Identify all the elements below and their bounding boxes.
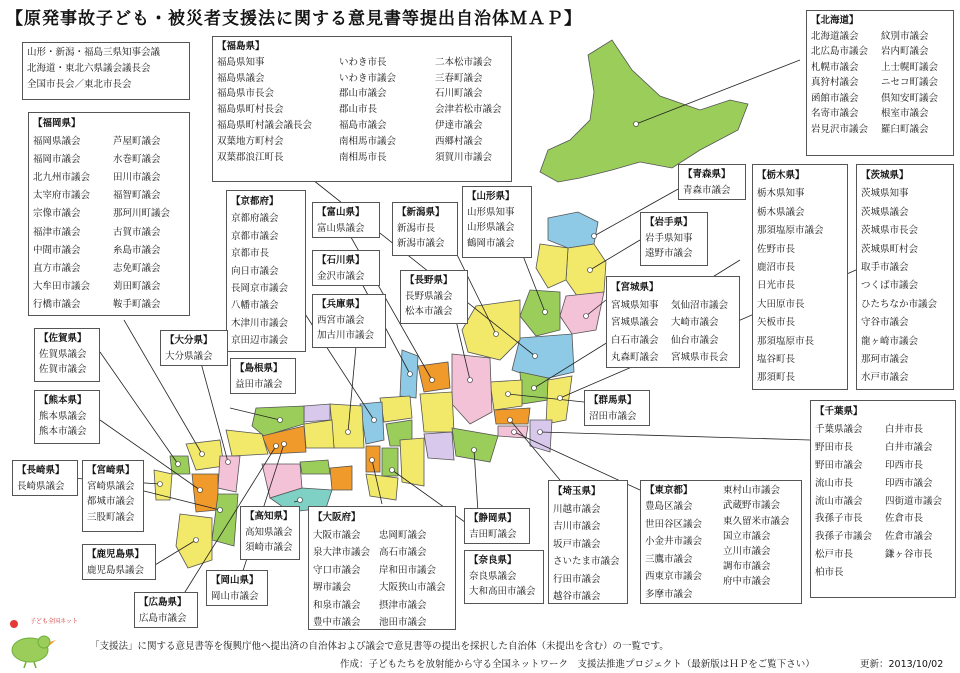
national-item: 山形・新潟・福島三県知事会議 bbox=[27, 47, 161, 58]
ibaraki-item: 守谷市議会 bbox=[861, 317, 909, 329]
chiba-item: 白井市議会 bbox=[885, 441, 933, 453]
tokyo-box bbox=[640, 480, 802, 604]
footer-note: 「支援法」に関する意見書等を復興庁他へ提出済の自治体および議会で意見書等の提出を採択した自治体（未提出を含む）の一覧です。 bbox=[90, 641, 669, 652]
ibaraki-box bbox=[856, 164, 954, 390]
tochigi-item: 大田原市長 bbox=[757, 298, 805, 310]
hokkaido-item: 真狩村議会 bbox=[811, 77, 859, 88]
toyama-box bbox=[312, 202, 380, 238]
kyoto-item: 京都府議会 bbox=[231, 213, 279, 225]
fukuoka-item: 田川市議会 bbox=[113, 172, 161, 184]
hokkaido-item: 岩内町議会 bbox=[881, 46, 929, 57]
chiba-item: 我孫子市議会 bbox=[815, 531, 873, 543]
chiba-item: 流山市議会 bbox=[815, 495, 863, 507]
hokkaido-item: 根室市議会 bbox=[881, 108, 929, 119]
yamagata-box bbox=[462, 186, 532, 258]
kyoto-item: 京都市議会 bbox=[231, 230, 279, 242]
okayama-region bbox=[304, 420, 334, 448]
gunma-header: 【群馬県】 bbox=[589, 395, 637, 406]
fukuoka-item: 中間市議会 bbox=[33, 244, 81, 256]
kagawa-region bbox=[300, 460, 330, 474]
kochi-header: 【高知県】 bbox=[245, 511, 293, 522]
osaka-box bbox=[308, 506, 456, 630]
yamagata-item: 山形県議会 bbox=[467, 222, 515, 233]
aomori-region bbox=[548, 212, 598, 248]
osaka-item: 豊中市議会 bbox=[313, 617, 361, 628]
ishikawa-box bbox=[312, 250, 380, 286]
hokkaido-item: 札幌市議会 bbox=[811, 61, 859, 73]
hokkaido-item: ニセコ町議会 bbox=[881, 77, 939, 88]
fukushima-item: 南相馬市長 bbox=[339, 151, 387, 163]
miyagi-item: 仙台市議会 bbox=[671, 334, 719, 346]
oita-header: 【大分県】 bbox=[165, 335, 213, 346]
fukushima-item: 二本松市議会 bbox=[435, 56, 493, 68]
kagoshima-header: 【鹿児島県】 bbox=[87, 549, 145, 560]
fukushima-item: 南相馬市議会 bbox=[339, 135, 397, 147]
kagoshima-box bbox=[82, 544, 156, 580]
footer-updated: 更新：2013/10/02 bbox=[860, 659, 944, 670]
nagasaki-item: 長崎県議会 bbox=[17, 480, 65, 492]
iwate-box bbox=[640, 212, 708, 266]
hokkaido-item: 北海道議会 bbox=[811, 30, 859, 42]
tochigi-item: 那須町長 bbox=[757, 372, 796, 384]
shimane-header: 【島根県】 bbox=[235, 363, 283, 374]
fukushima-item: 石川町議会 bbox=[435, 88, 483, 100]
chiba-item: 佐倉市長 bbox=[885, 513, 924, 525]
saitama-item: さいたま市議会 bbox=[553, 556, 620, 567]
chiba-item: 我孫子市長 bbox=[815, 513, 863, 525]
tochigi-header: 【栃木県】 bbox=[757, 170, 805, 181]
tochigi-item: 栃木県議会 bbox=[757, 206, 805, 218]
nagano-box bbox=[400, 270, 468, 324]
kagoshima-item: 鹿児島県議会 bbox=[87, 564, 145, 576]
fukuoka-item: 宗像市議会 bbox=[33, 208, 81, 220]
fukuoka-item: 志免町議会 bbox=[113, 262, 161, 274]
hyogo-box bbox=[312, 294, 386, 348]
fukuoka-item: 古賀市議会 bbox=[113, 226, 161, 238]
hokkaido-box bbox=[806, 10, 954, 156]
miyagi-item: 白石市議会 bbox=[611, 334, 659, 346]
niigata-item: 新潟市長 bbox=[397, 222, 436, 234]
nagano-header: 【長野県】 bbox=[405, 275, 453, 286]
yamagata-item: 鶴岡市議会 bbox=[467, 237, 515, 249]
chiba-item: 柏市長 bbox=[815, 567, 844, 579]
fukushima-item: 双葉郡浪江町長 bbox=[217, 151, 284, 163]
kyoto-item: 木津川市議会 bbox=[231, 317, 289, 329]
okayama-header: 【岡山県】 bbox=[211, 575, 259, 586]
nara-item: 大和高田市議会 bbox=[469, 586, 536, 597]
fukushima-item: 会津若松市議会 bbox=[435, 104, 502, 116]
chiba-item: 野田市議会 bbox=[815, 459, 863, 471]
hokkaido-item: 倶知安町議会 bbox=[881, 92, 939, 104]
hiroshima-item: 広島市議会 bbox=[139, 612, 187, 624]
chiba-item: 鎌ヶ谷市長 bbox=[885, 549, 933, 561]
fukuoka-item: 福岡市議会 bbox=[33, 154, 81, 166]
nara-item: 奈良県議会 bbox=[469, 570, 517, 582]
national-item: 全国市長会／東北市長会 bbox=[27, 79, 132, 90]
osaka-item: 岸和田市議会 bbox=[379, 564, 437, 576]
nagano-region bbox=[452, 354, 492, 424]
saitama-item: 越谷市議会 bbox=[553, 591, 601, 602]
tokyo-item: 調布市議会 bbox=[723, 561, 771, 573]
ibaraki-item: 茨城県市長会 bbox=[861, 225, 919, 237]
national-box bbox=[22, 42, 190, 100]
ishikawa-item: 金沢市議会 bbox=[317, 270, 365, 282]
saitama-header: 【埼玉県】 bbox=[553, 486, 601, 497]
toyama-item: 富山県議会 bbox=[317, 222, 365, 234]
miyazaki-item: 三股町議会 bbox=[87, 511, 135, 523]
shizuoka-header: 【静岡県】 bbox=[469, 513, 517, 524]
yamaguchi-region bbox=[226, 430, 268, 456]
chiba-item: 印西市議会 bbox=[885, 477, 933, 489]
saitama-item: 川越市議会 bbox=[553, 503, 601, 515]
ibaraki-header: 【茨城県】 bbox=[861, 170, 909, 181]
kyoto-box bbox=[226, 190, 306, 352]
fukuoka-item: 福津市議会 bbox=[33, 226, 81, 238]
hokkaido-item: 函館市議会 bbox=[811, 92, 859, 104]
tochigi-item: 塩谷町長 bbox=[757, 354, 796, 366]
chiba-item: 千葉県議会 bbox=[815, 423, 863, 435]
osaka-item: 堺市議会 bbox=[313, 582, 352, 593]
aichi-region bbox=[424, 432, 454, 460]
fukushima-item: 福島県町村長会 bbox=[217, 104, 284, 116]
toyama-header: 【富山県】 bbox=[317, 207, 365, 218]
miyagi-item: 宮城県市長会 bbox=[671, 352, 729, 364]
niigata-header: 【新潟県】 bbox=[397, 207, 445, 218]
fukuoka-item: 芦屋町議会 bbox=[113, 136, 161, 148]
ibaraki-item: 茨城県議会 bbox=[861, 206, 909, 218]
miyagi-header: 【宮城県】 bbox=[611, 282, 659, 293]
fukuoka-box bbox=[28, 112, 190, 316]
kochi-item: 高知県議会 bbox=[245, 526, 293, 538]
fukuoka-item: 大牟田市議会 bbox=[33, 280, 91, 292]
nagano-item: 長野県議会 bbox=[405, 290, 453, 302]
okayama-item: 岡山市議会 bbox=[211, 590, 259, 602]
osaka-item: 大阪狭山市議会 bbox=[379, 582, 446, 593]
tokyo-item: 立川市議会 bbox=[723, 546, 771, 558]
kochi-item: 須崎市議会 bbox=[245, 542, 293, 553]
akita-region bbox=[536, 244, 568, 288]
aomori-box bbox=[678, 164, 746, 200]
tochigi-item: 那須塩原市長 bbox=[757, 335, 815, 347]
ibaraki-item: 茨城県知事 bbox=[861, 188, 909, 200]
footer-credit: 作成：子どもたちを放射能から守る全国ネットワーク 支援法推進プロジェクト（最新版はＨＰをご覧下さい） bbox=[340, 659, 815, 670]
fukuoka-item: 苅田町議会 bbox=[113, 280, 161, 292]
fukuoka-item: 太宰府市議会 bbox=[33, 190, 91, 202]
iwate-item: 遠野市議会 bbox=[645, 248, 693, 259]
ishikawa-header: 【石川県】 bbox=[317, 255, 365, 266]
page-title: 【原発事故子ども・被災者支援法に関する意見書等提出自治体ＭＡＰ】 bbox=[6, 9, 582, 29]
chiba-item: 白井市長 bbox=[885, 423, 924, 435]
tokushima-region bbox=[330, 466, 352, 490]
kochi-box bbox=[240, 506, 300, 560]
hokkaido-header: 【北海道】 bbox=[811, 15, 859, 26]
nara-header: 【奈良県】 bbox=[469, 555, 517, 566]
tokyo-item: 国立市議会 bbox=[723, 530, 771, 542]
aomori-item: 青森市議会 bbox=[683, 184, 731, 196]
ibaraki-item: 水戸市議会 bbox=[861, 372, 909, 384]
shizuoka-box bbox=[464, 508, 530, 544]
fukuoka-item: 鞍手町議会 bbox=[113, 298, 161, 310]
kumamoto-item: 熊本県議会 bbox=[39, 410, 87, 422]
fukushima-item: 郡山市長 bbox=[339, 104, 378, 116]
hyogo-region bbox=[330, 404, 364, 448]
osaka-item: 泉大津市議会 bbox=[313, 547, 371, 558]
fukuoka-item: 福岡県議会 bbox=[33, 136, 81, 148]
fukushima-box bbox=[212, 36, 512, 182]
kyoto-item: 京田辺市議会 bbox=[231, 335, 289, 347]
fukushima-item: 須賀川市議会 bbox=[435, 151, 493, 163]
tochigi-item: 日光市長 bbox=[757, 280, 796, 292]
osaka-item: 忠岡町議会 bbox=[379, 529, 427, 541]
chiba-item: 印西市長 bbox=[885, 459, 924, 471]
gunma-item: 沼田市議会 bbox=[589, 410, 637, 422]
tochigi-item: 栃木県知事 bbox=[757, 188, 805, 200]
osaka-item: 高石市議会 bbox=[379, 547, 427, 558]
nara-box bbox=[464, 550, 544, 604]
miyagi-item: 宮城県知事 bbox=[611, 299, 659, 311]
saga-item: 佐賀市議会 bbox=[39, 364, 87, 375]
kyoto-header: 【京都府】 bbox=[231, 196, 279, 207]
tokyo-item: 府中市議会 bbox=[723, 576, 771, 588]
hyogo-item: 加古川市議会 bbox=[317, 330, 375, 341]
fukushima-item: 伊達市議会 bbox=[435, 119, 483, 131]
fukuoka-item: 行橋市議会 bbox=[33, 298, 81, 310]
kyoto-item: 八幡市議会 bbox=[231, 300, 279, 312]
fukushima-item: いわき市長 bbox=[339, 56, 387, 68]
fukushima-item: 三春町議会 bbox=[435, 72, 483, 84]
aomori-header: 【青森県】 bbox=[683, 169, 731, 180]
osaka-item: 摂津市議会 bbox=[379, 599, 427, 611]
miyazaki-header: 【宮崎県】 bbox=[87, 465, 135, 476]
tokyo-item: 東久留米市議会 bbox=[723, 515, 790, 527]
tochigi-item: 佐野市長 bbox=[757, 243, 796, 255]
fukuoka-item: 水巻町議会 bbox=[113, 154, 161, 166]
hokkaido-item: 名寄市議会 bbox=[811, 108, 859, 119]
hyogo-item: 西宮市議会 bbox=[317, 314, 365, 326]
miyagi-item: 大崎市議会 bbox=[671, 317, 719, 329]
fukuoka-item: 那珂川町議会 bbox=[113, 208, 171, 220]
fukushima-item: 福島県議会 bbox=[217, 72, 265, 84]
nagano-item: 松本市議会 bbox=[405, 306, 453, 317]
chiba-item: 流山市長 bbox=[815, 477, 854, 489]
saga-header: 【佐賀県】 bbox=[39, 333, 87, 344]
okayama-box bbox=[206, 570, 268, 606]
miyazaki-item: 宮崎県議会 bbox=[87, 480, 135, 492]
saitama-item: 吉川市議会 bbox=[553, 521, 601, 532]
nagasaki-box bbox=[12, 460, 78, 496]
osaka-item: 大阪市議会 bbox=[313, 529, 361, 541]
fukushima-item: 福島県市長会 bbox=[217, 88, 275, 100]
fukui-region bbox=[380, 396, 412, 422]
kyoto-item: 向日市議会 bbox=[231, 265, 279, 277]
hokkaido-item: 羅臼町議会 bbox=[881, 123, 929, 135]
tokyo-item: 武蔵野市議会 bbox=[723, 500, 781, 512]
fukuoka-header: 【福岡県】 bbox=[33, 118, 81, 129]
chiba-item: 四街道市議会 bbox=[885, 495, 943, 507]
gunma-box bbox=[584, 390, 650, 426]
saitama-item: 坂戸市議会 bbox=[553, 538, 601, 550]
shizuoka-region bbox=[452, 428, 498, 462]
ibaraki-item: 那珂市議会 bbox=[861, 354, 909, 366]
chiba-item: 野田市長 bbox=[815, 441, 854, 453]
hiroshima-header: 【広島県】 bbox=[139, 597, 187, 608]
chiba-header: 【千葉県】 bbox=[815, 406, 863, 417]
shizuoka-item: 吉田町議会 bbox=[469, 528, 517, 540]
fukuoka-item: 福智町議会 bbox=[113, 190, 161, 202]
hiroshima-box bbox=[134, 592, 198, 628]
miyazaki-item: 都城市議会 bbox=[87, 496, 135, 507]
fukuoka-item: 北九州市議会 bbox=[33, 172, 91, 184]
iwate-item: 岩手県知事 bbox=[645, 232, 693, 244]
miyagi-item: 気仙沼市議会 bbox=[671, 299, 729, 311]
miyazaki-box bbox=[82, 460, 144, 532]
ibaraki-item: 茨城県町村会 bbox=[861, 243, 919, 255]
ibaraki-item: つくば市議会 bbox=[861, 280, 919, 292]
fukushima-item: 福島県町村議会議長会 bbox=[217, 119, 313, 131]
kumamoto-box bbox=[34, 390, 100, 444]
hyogo-header: 【兵庫県】 bbox=[317, 299, 365, 310]
tochigi-item: 鹿沼市長 bbox=[757, 262, 796, 274]
osaka-item: 和泉市議会 bbox=[313, 599, 361, 611]
toyama-region bbox=[418, 362, 450, 392]
miyagi-item: 宮城県議会 bbox=[611, 317, 659, 329]
tokyo-header: 【東京都】 bbox=[645, 485, 693, 496]
hokkaido-item: 岩見沢市議会 bbox=[811, 123, 869, 135]
tokyo-item: 豊島区議会 bbox=[645, 501, 693, 513]
tokyo-item: 西東京市議会 bbox=[645, 571, 703, 583]
oita-item: 大分県議会 bbox=[165, 350, 213, 362]
fukuoka-item: 直方市議会 bbox=[33, 262, 81, 274]
yamagata-item: 山形県知事 bbox=[467, 206, 515, 218]
kumamoto-header: 【熊本県】 bbox=[39, 395, 87, 406]
tokyo-item: 多摩市議会 bbox=[645, 588, 693, 600]
hokkaido-item: 上士幌町議会 bbox=[881, 61, 939, 73]
saitama-box bbox=[548, 480, 628, 604]
tokyo-item: 小金井市議会 bbox=[645, 536, 703, 548]
fukushima-header: 【福島県】 bbox=[217, 41, 265, 52]
tokyo-item: 世田谷区議会 bbox=[645, 518, 703, 530]
wakayama-region bbox=[366, 474, 398, 500]
yamagata-region bbox=[520, 290, 560, 336]
chiba-region bbox=[530, 420, 552, 452]
fukushima-item: 郡山市議会 bbox=[339, 88, 387, 100]
ibaraki-item: 取手市議会 bbox=[861, 262, 909, 274]
fukuoka-item: 糸島市議会 bbox=[113, 244, 161, 256]
nagasaki-header: 【長崎県】 bbox=[17, 465, 65, 476]
kumamoto-item: 熊本市議会 bbox=[39, 426, 87, 437]
mie-region bbox=[400, 438, 424, 486]
kyoto-item: 長岡京市議会 bbox=[231, 283, 289, 295]
fukushima-item: 福島市議会 bbox=[339, 119, 387, 131]
yamagata-header: 【山形県】 bbox=[467, 191, 515, 202]
tochigi-box bbox=[752, 164, 848, 390]
iwate-header: 【岩手県】 bbox=[645, 217, 693, 228]
saga-item: 佐賀県議会 bbox=[39, 348, 87, 360]
tokyo-item: 三鷹市議会 bbox=[645, 553, 693, 565]
tokyo-item: 東村山市議会 bbox=[723, 485, 781, 497]
chiba-box bbox=[810, 400, 956, 598]
saitama-item: 行田市議会 bbox=[553, 573, 601, 585]
niigata-box bbox=[392, 202, 458, 256]
hokkaido-item: 紋別市議会 bbox=[881, 30, 929, 42]
fukushima-item: 西郷村議会 bbox=[435, 135, 483, 147]
kyoto-item: 京都市長 bbox=[231, 248, 270, 260]
hokkaido-item: 北広島市議会 bbox=[811, 46, 869, 57]
fukushima-item: 福島県知事 bbox=[217, 56, 265, 68]
gifu-region bbox=[420, 392, 454, 432]
chiba-item: 松戸市長 bbox=[815, 549, 854, 561]
iwate-region bbox=[566, 244, 606, 300]
osaka-item: 池田市議会 bbox=[379, 617, 427, 628]
fukuoka-region bbox=[186, 440, 224, 470]
shimane-box bbox=[230, 358, 296, 394]
osaka-header: 【大阪府】 bbox=[313, 512, 361, 523]
fukushima-item: いわき市議会 bbox=[339, 72, 397, 84]
miyagi-item: 丸森町議会 bbox=[611, 352, 659, 364]
tottori-region bbox=[304, 404, 330, 422]
tochigi-item: 矢板市長 bbox=[757, 317, 796, 329]
fukushima-item: 双葉地方町村会 bbox=[217, 135, 284, 147]
tochigi-item: 那須塩原市議会 bbox=[757, 225, 824, 237]
miyagi-region bbox=[560, 292, 604, 334]
niigata-item: 新潟市議会 bbox=[397, 238, 445, 249]
saga-box bbox=[34, 328, 100, 382]
chiba-item: 佐倉市議会 bbox=[885, 531, 933, 543]
oita-box bbox=[160, 330, 228, 366]
shimane-item: 益田市議会 bbox=[235, 378, 283, 390]
national-item: 北海道・東北六県議会議長会 bbox=[27, 63, 151, 74]
ibaraki-item: 龍ヶ崎市議会 bbox=[861, 335, 919, 347]
osaka-item: 守口市議会 bbox=[313, 564, 361, 576]
logo-text: 子ども全国ネット bbox=[30, 618, 79, 625]
niigata-region bbox=[462, 300, 520, 360]
miyagi-box bbox=[606, 276, 740, 368]
ibaraki-item: ひたちなか市議会 bbox=[861, 298, 938, 310]
hokkaido-region bbox=[540, 40, 748, 182]
